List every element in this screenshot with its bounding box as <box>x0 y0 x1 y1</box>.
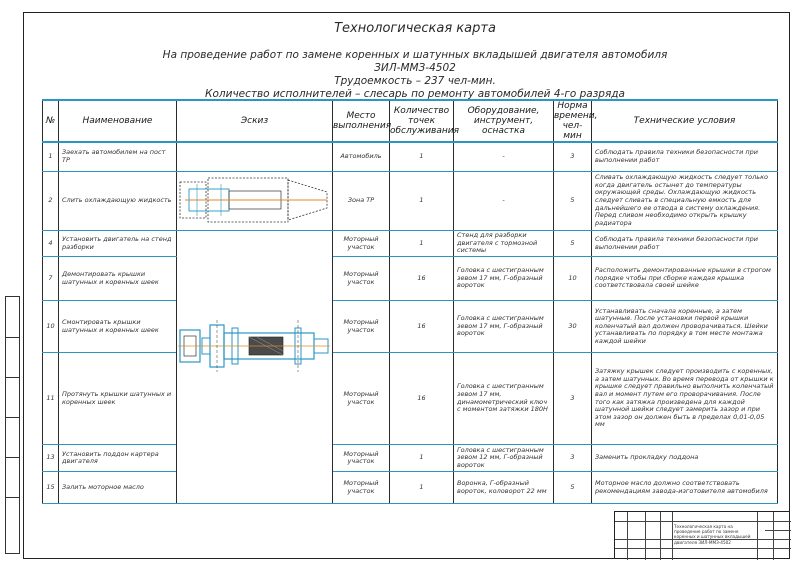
row-num: 7 <box>43 257 59 301</box>
row-name: Протянуть крышки шатунных и коренных шеек <box>59 353 177 445</box>
row-conditions: Соблюдать правила техники безопасности при выполнении работ <box>592 231 778 257</box>
row-conditions: Соблюдать правила техники безопасности при выполнении работ <box>592 142 778 171</box>
row-place: Зона ТР <box>333 171 390 231</box>
row-time: 10 <box>554 257 592 301</box>
row-conditions: Затяжку крышек следует производить с коренных, а затем шатунных. Во время перевода от крышки к крышке следует правильно выполнить коленчатый вал и момент путем его проворачивания. После того как затяжка произведена для каждой шатунной шейки следует замерить зазор и при этом зазор он должен быть в пределах 0,01-0,05 мм <box>592 353 778 445</box>
row-time: 3 <box>554 142 592 171</box>
workers-count: Количество исполнителей – слесарь по ремонту автомобилей 4-го разряда <box>205 88 625 100</box>
row-time: 3 <box>554 353 592 445</box>
row-num: 2 <box>43 171 59 231</box>
row-points: 16 <box>390 301 454 353</box>
radiator-sketch <box>177 171 333 231</box>
row-place: Моторный участок <box>333 353 390 445</box>
row-place: Автомобиль <box>333 142 390 171</box>
col-points: Количество точек обслуживания <box>390 100 454 142</box>
stamp-doc-title: Технологическая карта на проведение работ по замене коренных и шатунных вкладышей двигателя ЗИЛ-ММЗ-4502 <box>674 524 751 545</box>
page-title: Технологическая карта <box>334 21 496 36</box>
row-conditions: Устанавливать сначала коренные, а затем шатунные. После установки первой крышки коленчатый вал должен проворачиваться. Шейки устанавливать по порядку в том месте монтажа каждой шейки <box>592 301 778 353</box>
col-name: Наименование <box>59 100 177 142</box>
row-equipment: Головка с шестигранным зевом 17 мм, динамометрический ключ с моментом затяжки 180Н <box>454 353 554 445</box>
row-equipment: Головка с шестигранным зевом 17 мм, Г-образный вороток <box>454 301 554 353</box>
row-conditions: Заменить прокладку поддона <box>592 445 778 472</box>
row-points: 1 <box>390 142 454 171</box>
row-name: Установить двигатель на стенд разборки <box>59 231 177 257</box>
table-row <box>43 472 778 504</box>
row-num: 1 <box>43 142 59 171</box>
page-subtitle: На проведение работ по замене коренных и шатунных вкладышей двигателя автомобиля ЗИЛ-ММЗ-4502 <box>162 49 668 74</box>
col-place: Место выполнения <box>333 100 390 142</box>
col-num: № <box>43 100 59 142</box>
crankshaft-drawing <box>177 236 331 496</box>
row-equipment: Воронка, Г-образный вороток, коловорот 22 мм <box>454 472 554 504</box>
table-header <box>43 100 778 142</box>
col-conditions: Технические условия <box>592 100 778 142</box>
row-points: 1 <box>390 231 454 257</box>
row-points: 1 <box>390 445 454 472</box>
row-conditions: Моторное масло должно соответствовать рекомендациям завода-изготовителя автомобиля <box>592 472 778 504</box>
row-name: Залить моторное масло <box>59 472 177 504</box>
table-row <box>43 301 778 353</box>
tech-card-table <box>42 99 778 504</box>
row-num: 4 <box>43 231 59 257</box>
col-time: Норма времени, чел-мин <box>554 101 598 141</box>
title-stamp <box>614 511 790 559</box>
table-row <box>43 231 778 257</box>
row-num: 10 <box>43 301 59 353</box>
left-side-strip <box>5 296 20 554</box>
row-points: 16 <box>390 353 454 445</box>
row-equipment: Головка с шестигранным зевом 17 мм, Г-образный вороток <box>454 257 554 301</box>
row-place: Моторный участок <box>333 231 390 257</box>
labor-intensity: Трудоемкость – 237 чел-мин. <box>334 75 496 87</box>
row-equipment: - <box>454 171 554 231</box>
table-row <box>43 353 778 445</box>
sketch-empty-cell <box>177 142 333 171</box>
row-points: 1 <box>390 171 454 231</box>
crankshaft-sketch <box>177 231 333 504</box>
row-name: Заехать автомобилем на пост ТР <box>59 142 177 171</box>
col-sketch: Эскиз <box>177 100 333 142</box>
row-time: 5 <box>554 472 592 504</box>
row-equipment: Головка с шестигранным зевом 12 мм, Г-образный вороток <box>454 445 554 472</box>
table-row <box>43 257 778 301</box>
row-points: 1 <box>390 472 454 504</box>
table-row <box>43 171 778 231</box>
col-equipment: Оборудование, инструмент, оснастка <box>454 100 554 142</box>
row-num: 15 <box>43 472 59 504</box>
row-time: 30 <box>554 301 592 353</box>
row-equipment: Стенд для разборки двигателя с тормозной системы <box>454 231 554 257</box>
row-name: Демонтировать крышки шатунных и коренных шеек <box>59 257 177 301</box>
row-place: Моторный участок <box>333 472 390 504</box>
row-conditions: Сливать охлаждающую жидкость следует только когда двигатель остынет до температуры окружающей среды. Охлаждающую жидкость следует сливать в специальную емкость для дальнейшего ее отвода в систему охлаждения. Перед сливом необходимо открыть крышку радиатора <box>592 171 778 231</box>
radiator-drain-drawing <box>177 172 331 228</box>
row-equipment: - <box>454 142 554 171</box>
table-row <box>43 142 778 171</box>
row-name: Установить поддон картера двигателя <box>59 445 177 472</box>
row-place: Моторный участок <box>333 445 390 472</box>
row-conditions: Расположить демонтированные крышки в строгом порядке чтобы при сборке каждая крышка соответствовала своей шейке <box>592 257 778 301</box>
table-row <box>43 445 778 472</box>
row-place: Моторный участок <box>333 301 390 353</box>
row-name: Смонтировать крышки шатунных и коренных шеек <box>59 301 177 353</box>
title-block <box>150 20 680 101</box>
row-time: 5 <box>554 171 592 231</box>
row-time: 3 <box>554 445 592 472</box>
row-time: 5 <box>554 231 592 257</box>
row-num: 13 <box>43 445 59 472</box>
row-name: Слить охлаждающую жидкость <box>59 171 177 231</box>
row-num: 11 <box>43 353 59 445</box>
row-points: 16 <box>390 257 454 301</box>
row-place: Моторный участок <box>333 257 390 301</box>
